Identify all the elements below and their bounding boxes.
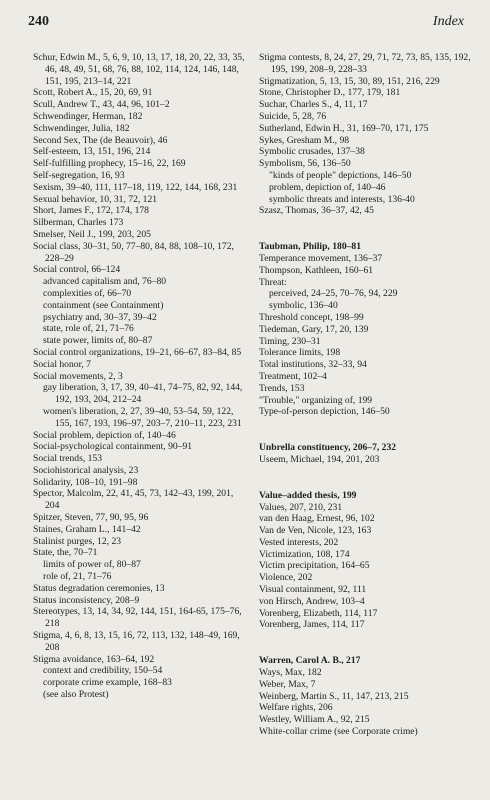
index-entry: Symbolic crusades, 137–38 (259, 146, 365, 158)
index-subentry: limits of power of, 80–87 (43, 559, 141, 571)
index-subentry: complexities of, 66–70 (43, 287, 132, 299)
index-subentry: context and credibility, 150–54 (43, 665, 163, 677)
index-subentry: role of, 21, 71–76 (43, 571, 112, 583)
index-entry: Schwendinger, Herman, 182 (33, 110, 143, 122)
index-entry: Welfare rights, 206 (259, 702, 333, 714)
index-entry: Second Sex, The (de Beauvoir), 46 (33, 134, 168, 146)
index-entry: Total institutions, 32–33, 94 (259, 359, 367, 371)
index-entry: Timing, 230–31 (259, 335, 321, 347)
index-subentry: state, role of, 21, 71–76 (43, 323, 134, 335)
index-entry: Type-of-person depiction, 146–50 (259, 406, 390, 418)
index-subentry: problem, depiction of, 140–46 (269, 181, 386, 193)
index-entry: Stigmatization, 5, 13, 15, 30, 89, 151, 216, 229 (259, 75, 440, 87)
index-entry: Self-segregation, 16, 93 (33, 169, 125, 181)
index-entry: Threat: (259, 276, 287, 288)
index-entry: Vorenberg, Elizabeth, 114, 117 (259, 607, 378, 619)
index-entry: Spector, Malcolm, 22, 41, 45, 73, 142–43, 199, 201, 204 (33, 488, 234, 512)
index-entry: Sutherland, Edwin H., 31, 169–70, 171, 175 (259, 122, 429, 134)
index-entry: Visual containment, 92, 111 (259, 584, 367, 596)
index-entry: Social honor, 7 (33, 358, 91, 370)
index-entry: Vorenberg, James, 114, 117 (259, 619, 365, 631)
index-entry: Tolerance limits, 198 (259, 347, 341, 359)
index-entry: Ways, Max, 182 (259, 667, 322, 679)
index-entry: Short, James F., 172, 174, 178 (33, 205, 149, 217)
index-entry: Social class, 30–31, 50, 77–80, 84, 88, 108–10, 172, 228–29 (33, 240, 234, 264)
index-entry: Weinberg, Martin S., 11, 147, 213, 215 (259, 690, 409, 702)
index-entry: Social control organizations, 19–21, 66–67, 83–84, 85 (33, 346, 242, 358)
index-entry: van den Haag, Ernest, 96, 102 (259, 513, 375, 525)
index-entry: Suicide, 5, 28, 76 (259, 110, 327, 122)
index-entry: Self-esteem, 13, 151, 196, 214 (33, 146, 151, 158)
index-entry: Violence, 202 (259, 572, 313, 584)
index-subentry: symbolic threats and interests, 136-40 (269, 193, 415, 205)
index-entry: Tiedeman, Gary, 17, 20, 139 (259, 323, 369, 335)
index-entry: Status inconsistency, 208–9 (33, 594, 140, 606)
index-entry: Sexism, 39–40, 111, 117–18, 119, 122, 144, 168, 231 (33, 181, 238, 193)
index-subentry: "kinds of people" depictions, 146–50 (269, 169, 412, 181)
index-entry: Temperance movement, 136–37 (259, 252, 383, 264)
section-gap (259, 631, 473, 655)
index-entry: von Hirsch, Andrew, 103–4 (259, 595, 365, 607)
index-entry: Social control, 66–124 (33, 264, 121, 276)
index-entry: "Trouble," organizing of, 199 (259, 394, 373, 406)
index-subentry: containment (see Containment) (43, 299, 164, 311)
index-entry: Social-psychological containment, 90–91 (33, 441, 193, 453)
index-entry: Scull, Andrew T., 43, 44, 96, 101–2 (33, 99, 170, 111)
index-entry: State, the, 70–71 (33, 547, 98, 559)
index-subentry: psychiatry and, 30–37, 39–42 (43, 311, 157, 323)
index-subentry: gay liberation, 3, 17, 39, 40–41, 74–75, 82, 92, 144, 192, 193, 204, 212–24 (43, 382, 243, 406)
index-entry: Vested interests, 202 (259, 536, 339, 548)
index-entry: Weber, Max, 7 (259, 678, 316, 690)
index-entry: Scott, Robert A., 15, 20, 69, 91 (33, 87, 153, 99)
index-entry: Social problem, depiction of, 140–46 (33, 429, 176, 441)
index-entry: Staines, Graham L., 141–42 (33, 523, 141, 535)
index-entry: Westley, William A., 92, 215 (259, 714, 370, 726)
index-entry: Silberman, Charles 173 (33, 217, 124, 229)
index-subentry: symbolic, 136–40 (269, 300, 338, 312)
index-entry: Victim precipitation, 164–65 (259, 560, 370, 572)
index-subentry: (see also Protest) (43, 689, 109, 701)
index-entry: Sykes, Gresham M., 98 (259, 134, 350, 146)
index-column-right (259, 52, 473, 738)
index-entry: Stigma contests, 8, 24, 27, 29, 71, 72, 73, 85, 135, 192, 195, 199, 208–9, 228–33 (259, 52, 471, 75)
index-entry: Schur, Edwin M., 5, 6, 9, 10, 13, 17, 18, 20, 22, 33, 35, 46, 48, 49, 51, 68, 76, 88, 102, 114, 124, 146, 148, 151, 195, 213–14, 221 (33, 52, 245, 87)
index-entry: Solidarity, 108–10, 191–98 (33, 476, 138, 488)
index-entry: Stigma, 4, 6, 8, 13, 15, 16, 72, 113, 132, 148–49, 169, 208 (33, 630, 240, 653)
index-entry: Treatment, 102–4 (259, 370, 327, 382)
index-entry: White-collar crime (see Corporate crime) (259, 726, 418, 738)
running-head: Index (432, 14, 464, 29)
index-entry: Szasz, Thomas, 36–37, 42, 45 (259, 205, 374, 217)
index-entry: Trends, 153 (259, 382, 305, 394)
index-entry: Stone, Christopher D., 177, 179, 181 (259, 87, 401, 99)
index-entry: Van de Ven, Nicole, 123, 163 (259, 525, 372, 537)
index-column-left (33, 52, 247, 701)
index-section-first-entry: Warren, Carol A. B., 217 (259, 655, 361, 667)
index-entry: Thompson, Kathleen, 160–61 (259, 264, 374, 276)
section-gap (259, 418, 473, 442)
index-section-first-entry: Taubman, Philip, 180–81 (259, 241, 362, 253)
section-gap (259, 217, 473, 241)
index-entry: Stereotypes, 13, 14, 34, 92, 144, 151, 164-65, 175–76, 218 (33, 606, 242, 630)
index-entry: Threshold concept, 198–99 (259, 311, 364, 323)
index-entry: Stigma avoidance, 163–64, 192 (33, 653, 155, 665)
index-entry: Smelser, Neil J., 199, 203, 205 (33, 228, 151, 240)
index-entry: Sexual behavior, 10, 31, 72, 121 (33, 193, 158, 205)
index-entry: Stalinist purges, 12, 23 (33, 535, 122, 547)
index-subentry: perceived, 24–25, 70–76, 94, 229 (269, 288, 398, 300)
index-section-first-entry: Value–added thesis, 199 (259, 489, 357, 501)
section-gap (259, 466, 473, 490)
index-entry: Values, 207, 210, 231 (259, 501, 343, 513)
index-entry: Social trends, 153 (33, 453, 103, 465)
index-entry: Sociohistorical analysis, 23 (33, 464, 139, 476)
index-entry: Symbolism, 56, 136–50 (259, 158, 351, 170)
index-entry: Status degradation ceremonies, 13 (33, 582, 165, 594)
page-header (28, 14, 464, 36)
index-section-first-entry: Unbrella constituency, 206–7, 232 (259, 442, 397, 454)
index-entry: Schwendinger, Julia, 182 (33, 122, 130, 134)
index-subentry: women's liberation, 2, 27, 39–40, 53–54, 59, 122, 155, 167, 193, 196–97, 203–7, 210–11, 223, 231 (43, 405, 242, 429)
index-subentry: corporate crime example, 168–83 (43, 677, 172, 689)
index-subentry: state power, limits of, 80–87 (43, 335, 153, 347)
index-entry: Suchar, Charles S., 4, 11, 17 (259, 99, 368, 111)
index-subentry: advanced capitalism and, 76–80 (43, 276, 167, 288)
index-entry: Useem, Michael, 194, 201, 203 (259, 453, 380, 465)
index-entry: Social movements, 2, 3 (33, 370, 123, 382)
index-entry: Self-fulfilling prophecy, 15–16, 22, 169 (33, 158, 186, 170)
index-entry: Victimization, 108, 174 (259, 548, 350, 560)
page-number: 240 (28, 14, 49, 29)
index-entry: Spitzer, Steven, 77, 90, 95, 96 (33, 512, 149, 524)
